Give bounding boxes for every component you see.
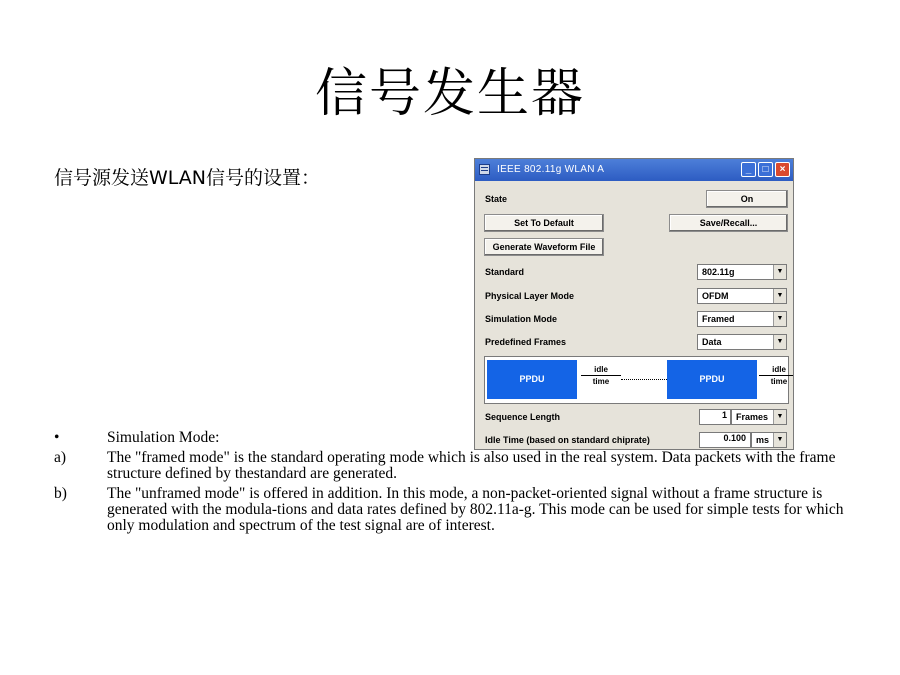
dotted-connector xyxy=(621,379,667,380)
sequence-unit-select[interactable] xyxy=(731,409,787,425)
simulation-mode-label: Simulation Mode xyxy=(485,314,557,324)
chevron-down-icon[interactable]: ▼ xyxy=(773,312,786,326)
standard-select[interactable] xyxy=(697,264,787,280)
bullet-text: The "framed mode" is the standard operating mode which is also used in the real system. Data packets with the frame structure defined by thestandard are generated. xyxy=(107,449,836,482)
predefined-frames-label: Predefined Frames xyxy=(485,337,567,347)
phy-mode-label: Physical Layer Mode xyxy=(485,291,575,301)
generate-waveform-button[interactable]: Generate Waveform File xyxy=(484,238,604,256)
predefined-frames-value: Data xyxy=(702,337,722,347)
idle-text: idle xyxy=(759,365,794,376)
idle-time-label xyxy=(581,365,621,386)
state-toggle-button[interactable]: On xyxy=(706,190,788,208)
window-title: IEEE 802.11g WLAN A xyxy=(497,164,605,175)
slide-title: 信号发生器 xyxy=(314,64,585,124)
ppdu-block: PPDU xyxy=(487,360,577,399)
time-text: time xyxy=(592,377,610,386)
ppdu-block: PPDU xyxy=(667,360,757,399)
chevron-down-icon[interactable]: ▼ xyxy=(773,289,786,303)
bullet-text: The "unframed mode" is offered in addition. In this mode, a non-packet-oriented signal without a frame structure is generated with the modula-tions and data rates defined by 802.11a-g. This mode can be used for simple tests for which only modulation and spectrum of the test signal are of interest. xyxy=(107,485,844,534)
frame-structure-diagram xyxy=(484,356,789,404)
chevron-down-icon[interactable]: ▼ xyxy=(773,265,786,279)
chevron-down-icon[interactable]: ▼ xyxy=(773,410,786,424)
window-titlebar[interactable] xyxy=(475,159,793,181)
bullet-text: Simulation Mode: xyxy=(107,429,220,446)
sequence-length-input[interactable]: 1 xyxy=(699,409,731,425)
chevron-down-icon[interactable]: ▼ xyxy=(773,433,786,447)
predefined-frames-select[interactable] xyxy=(697,334,787,350)
maximize-icon[interactable]: □ xyxy=(758,162,773,177)
bullet-mark: b) xyxy=(54,485,67,502)
chevron-down-icon[interactable]: ▼ xyxy=(773,335,786,349)
bullet-list xyxy=(54,430,854,538)
close-icon[interactable]: × xyxy=(775,162,790,177)
standard-label: Standard xyxy=(485,267,525,277)
standard-value: 802.11g xyxy=(702,267,735,277)
idle-time-label xyxy=(759,365,794,386)
time-text: time xyxy=(770,377,788,386)
app-icon xyxy=(479,164,490,175)
list-item xyxy=(54,486,854,534)
bullet-mark: a) xyxy=(54,449,67,466)
list-item xyxy=(54,450,854,482)
phy-mode-value: OFDM xyxy=(702,291,729,301)
list-item xyxy=(54,430,854,446)
sequence-unit-value: Frames xyxy=(736,412,769,422)
idle-text: idle xyxy=(581,365,621,376)
phy-mode-select[interactable] xyxy=(697,288,787,304)
set-to-default-button[interactable]: Set To Default xyxy=(484,214,604,232)
idle-unit-value: ms xyxy=(756,435,770,445)
state-label: State xyxy=(485,194,508,204)
wlan-settings-window xyxy=(474,158,794,450)
save-recall-button[interactable]: Save/Recall... xyxy=(669,214,788,232)
minimize-icon[interactable]: _ xyxy=(741,162,756,177)
bullet-mark: • xyxy=(54,429,60,446)
simulation-mode-select[interactable] xyxy=(697,311,787,327)
sequence-length-label: Sequence Length xyxy=(485,412,561,422)
simulation-mode-value: Framed xyxy=(702,314,735,324)
idle-time-input[interactable]: 0.100 xyxy=(699,432,751,448)
slide-subtitle: 信号源发送WLAN信号的设置： xyxy=(54,167,321,189)
idle-time-field-label: Idle Time (based on standard chiprate) xyxy=(485,435,650,445)
